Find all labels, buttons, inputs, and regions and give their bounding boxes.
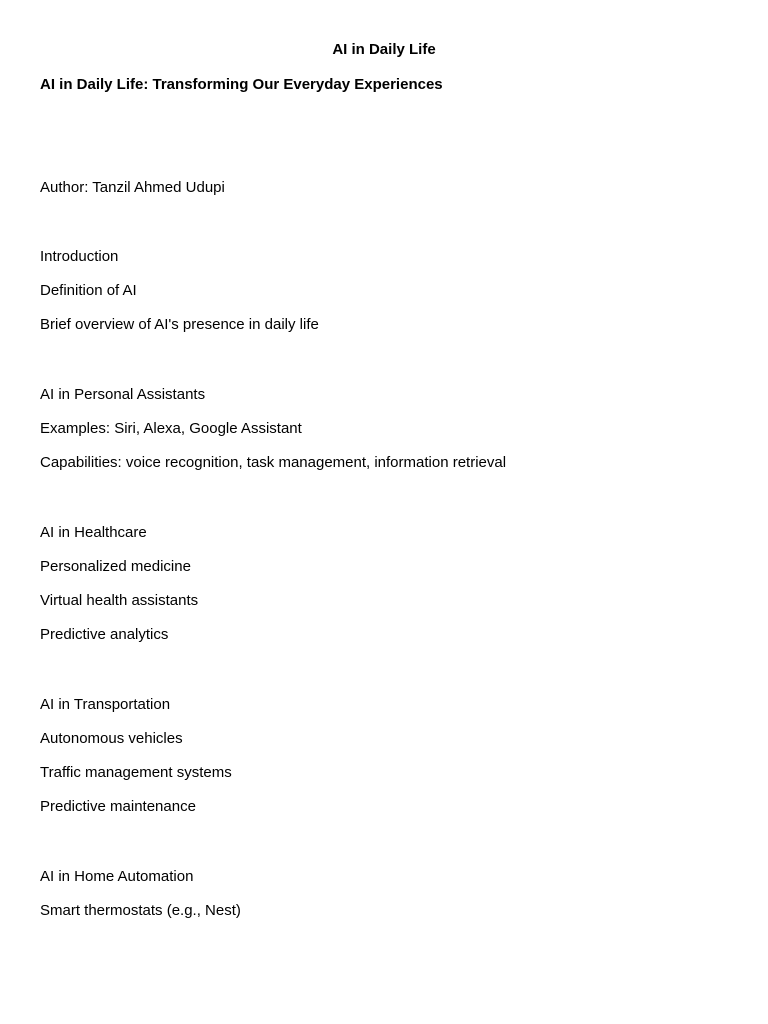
text-line: Autonomous vehicles (40, 730, 183, 747)
section-heading-home-automation: AI in Home Automation (40, 868, 194, 885)
text-line: Definition of AI (40, 282, 137, 299)
section-heading-transportation: AI in Transportation (40, 696, 171, 713)
document-title: AI in Daily Life (332, 41, 436, 58)
text-line: Virtual health assistants (40, 592, 199, 609)
text-line: Predictive analytics (40, 626, 169, 643)
text-line: Brief overview of AI's presence in daily life (40, 316, 319, 333)
text-line: Smart thermostats (e.g., Nest) (40, 902, 241, 919)
text-line: Capabilities: voice recognition, task management, information retrieval (40, 454, 507, 471)
text-line: Personalized medicine (40, 558, 191, 575)
section-heading-healthcare: AI in Healthcare (40, 524, 147, 541)
author-line: Author: Tanzil Ahmed Udupi (40, 179, 225, 196)
text-line: Predictive maintenance (40, 798, 196, 815)
text-line: Examples: Siri, Alexa, Google Assistant (40, 420, 302, 437)
text-line: Traffic management systems (40, 764, 232, 781)
section-heading-introduction: Introduction (40, 248, 119, 265)
document-subtitle: AI in Daily Life: Transforming Our Everyday Experiences (40, 76, 443, 93)
section-heading-personal-assistants: AI in Personal Assistants (40, 386, 206, 403)
